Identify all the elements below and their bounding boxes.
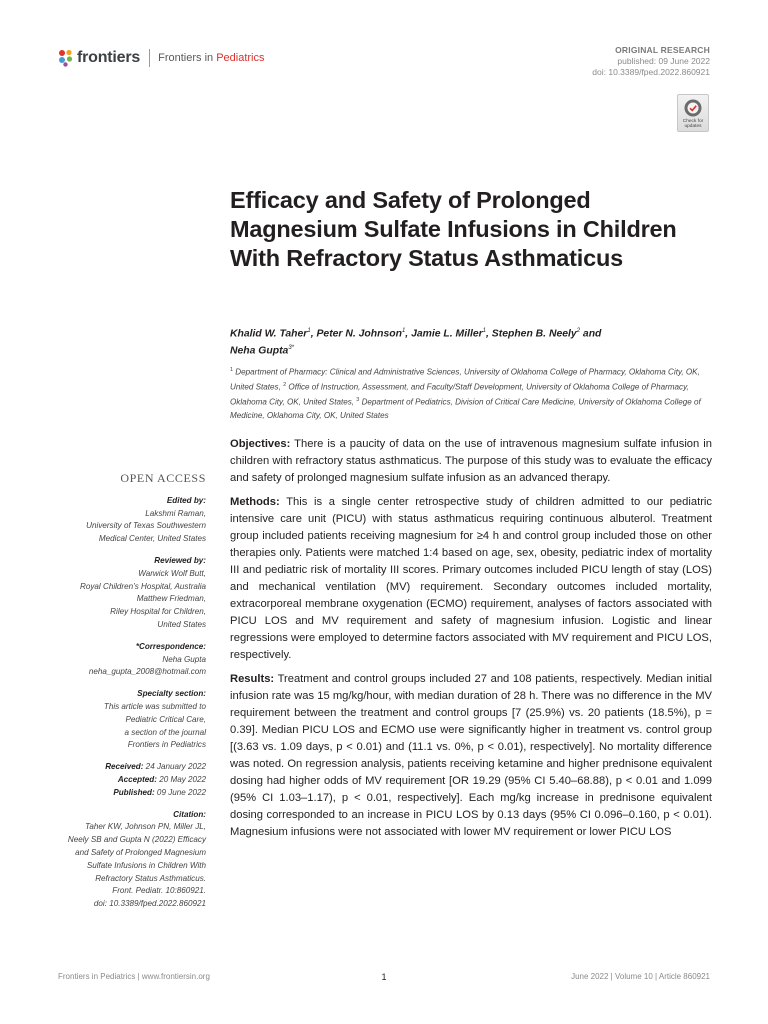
received-date xyxy=(40,761,206,774)
doi-link[interactable]: doi: 10.3389/fped.2022.860921 xyxy=(592,67,710,77)
citation-doi[interactable]: doi: 10.3389/fped.2022.860921 xyxy=(93,899,206,909)
edited-by-label: Edited by: xyxy=(166,495,206,505)
affiliation-text: Office of Instruction, Assessment, and Faculty/Staff Development, University of Oklahoma College of Pharmacy, Oklahoma City, OK, United States, xyxy=(230,382,689,407)
article-sidebar xyxy=(40,472,206,911)
affiliation-number: 3 xyxy=(356,396,360,403)
check-updates-icon xyxy=(683,98,703,118)
citation-line: Sulfate Infusions in Children With xyxy=(86,860,206,870)
affiliations xyxy=(230,364,712,422)
author-name[interactable]: Jamie L. Miller xyxy=(411,328,483,340)
affiliation-number: 2 xyxy=(283,381,287,388)
author-affiliation: 2 xyxy=(576,328,581,334)
author-affiliation: 1 xyxy=(401,328,406,334)
accepted-date xyxy=(40,774,206,787)
reviewer-line: Riley Hospital for Children, xyxy=(110,607,206,617)
specialty-line: a section of the journal xyxy=(124,727,206,737)
published-label: Published: xyxy=(113,787,155,797)
published-value: 09 June 2022 xyxy=(154,787,206,797)
reviewer-line: United States xyxy=(157,619,206,629)
received-label: Received: xyxy=(105,762,144,772)
citation-label: Citation: xyxy=(173,809,206,819)
author-affiliation: 1 xyxy=(307,328,311,334)
citation-line: Neely SB and Gupta N (2022) Efficacy xyxy=(67,835,206,845)
affiliation-text: Department of Pediatrics, Division of Critical Care Medicine, University of Oklahoma College of Medicine, Oklahoma City, OK, United States xyxy=(230,397,701,420)
author-name[interactable]: Khalid W. Taher xyxy=(230,328,308,340)
check-updates-label: Check for updates xyxy=(682,119,704,129)
logo-wordmark: frontiers xyxy=(77,49,141,66)
editor-line: University of Texas Southwestern xyxy=(86,521,206,531)
specialty-section-label: Specialty section: xyxy=(137,689,206,699)
correspondence-label: *Correspondence: xyxy=(135,641,206,651)
specialty-line: Pediatric Critical Care, xyxy=(125,714,206,724)
accepted-label: Accepted: xyxy=(117,774,157,784)
editor-line: Medical Center, United States xyxy=(98,534,206,544)
abstract-results xyxy=(230,671,712,841)
author-list xyxy=(230,324,710,359)
affiliation-text: Department of Pharmacy: Clinical and Administrative Sciences, University of Oklahoma College of Pharmacy, Oklahoma City, OK, United States, xyxy=(230,367,700,392)
abstract-methods xyxy=(230,494,712,664)
citation-line: Taher KW, Johnson PN, Miller JL, xyxy=(85,822,206,832)
abstract xyxy=(230,436,712,848)
reviewed-by-label: Reviewed by: xyxy=(154,555,206,565)
article-type: ORIGINAL RESEARCH xyxy=(615,45,710,55)
correspondence-name: Neha Gupta xyxy=(162,654,206,664)
citation-line: Refractory Status Asthmaticus. xyxy=(95,873,206,883)
footer-volume-info: June 2022 | Volume 10 | Article 860921 xyxy=(571,972,710,981)
reviewer-line: Matthew Friedman, xyxy=(136,594,206,604)
methods-heading: Methods: xyxy=(230,496,280,508)
journal-name xyxy=(158,52,264,64)
author-name[interactable]: Stephen B. Neely xyxy=(491,328,577,340)
footer-journal-link[interactable]: Frontiers in Pediatrics | www.frontiersin.org xyxy=(58,972,210,981)
affiliation-number: 1 xyxy=(230,367,234,373)
frontiers-logo-icon xyxy=(58,49,74,67)
open-access-label: OPEN ACCESS xyxy=(120,471,206,485)
results-text: Treatment and control groups included 27 and 108 patients, respectively. Median initial infusion rate was 15 mg/kg/hour, with median duration of 28 h. There was no difference in the MV requirement between the treatment and control groups [7 (25.9%) vs. 20 patients (18.5%), p = 0.39]. Median PICU LOS and ECMO use were significantly higher in treatment vs. control group [(3.63 vs. 1.09 days, p < 0.01) and (11.1 vs. 0%, p < 0.01), respectively]. No mortality difference was noted. On regression analysis, patients receiving ketamine and higher prednisone equivalent dosing had higher odds of MV requirement [OR 19.29 (95% CI 5.40–68.88), p < 0.01 and 1.099 (95% CI 1.03–1.17), p < 0.01, respectively]. Each mg/kg increase in prednisone equivalent dosing corresponded to an increase in PICU LOS by 0.13 days (95% CI 0.096–0.160, p < 0.01). Magnesium infusions were not associated with lower MV requirement or lower PICU LOS xyxy=(230,673,712,838)
specialty-line: This article was submitted to xyxy=(103,701,206,711)
author-name[interactable]: Neha Gupta xyxy=(230,345,289,357)
author-name[interactable]: Peter N. Johnson xyxy=(316,328,402,340)
publish-date: published: 09 June 2022 xyxy=(617,56,710,66)
journal-prefix: Frontiers in xyxy=(158,52,217,64)
editor-line: Lakshmi Raman, xyxy=(145,508,206,518)
author-separator: and xyxy=(580,328,602,340)
reviewer-line: Warwick Wolf Butt, xyxy=(138,568,206,578)
reviewer-line: Royal Children’s Hospital, Australia xyxy=(80,581,206,591)
published-date xyxy=(40,787,206,800)
received-value: 24 January 2022 xyxy=(143,762,206,772)
page-number: 1 xyxy=(381,972,387,982)
author-affiliation: 3* xyxy=(288,345,294,352)
correspondence-email[interactable]: neha_gupta_2008@hotmail.com xyxy=(88,667,206,677)
citation-line: Front. Pediatr. 10:860921. xyxy=(112,886,206,896)
author-affiliation: 1 xyxy=(482,328,487,334)
check-for-updates-button[interactable] xyxy=(677,94,709,132)
abstract-objectives xyxy=(230,436,712,487)
frontiers-logo[interactable] xyxy=(58,46,264,70)
author-separator: , xyxy=(405,328,412,340)
accepted-value: 20 May 2022 xyxy=(156,774,206,784)
results-heading: Results: xyxy=(230,673,275,685)
journal-accent: Pediatrics xyxy=(216,52,265,64)
objectives-text: There is a paucity of data on the use of intravenous magnesium sulfate infusion in children with refractory status asthmaticus. The purpose of this study was to evaluate the efficacy and safety of prolonged magnesium sulfate infusion as an advanced therapy. xyxy=(230,438,712,484)
author-separator: , xyxy=(486,328,492,340)
methods-text: This is a single center retrospective study of children admitted to our pediatric intensive care unit (PICU) with status asthmaticus requiring continuous albuterol. Treatment group included patients receiving magnesium for ≥4 h and control group included those on other therapies only. Patients were matched 1:4 based on age, sex, obesity, pediatric index of mortality III and pediatric risk of mortality III scores. Primary outcomes included PICU length of stay (LOS) and mechanical ventilation (MV) requirement. Secondary outcomes included mortality, extracorporeal membrane oxygenation (ECMO) requirement, analyses of factors associated with PICU LOS and MV requirement and safety of magnesium infusion. Logistic and linear regressions were employed to determine factors associated with MV requirement and PICU LOS, respectively. xyxy=(230,496,712,661)
author-separator: , xyxy=(310,328,317,340)
page-footer xyxy=(58,972,710,984)
article-title: Efficacy and Safety of Prolonged Magnesium Sulfate Infusions in Children With Refractory Status Asthmaticus xyxy=(230,187,677,271)
article-meta xyxy=(592,45,710,78)
objectives-heading: Objectives: xyxy=(230,438,291,450)
logo-divider xyxy=(149,49,150,67)
citation-line: and Safety of Prolonged Magnesium xyxy=(75,847,206,857)
specialty-line: Frontiers in Pediatrics xyxy=(127,740,206,750)
